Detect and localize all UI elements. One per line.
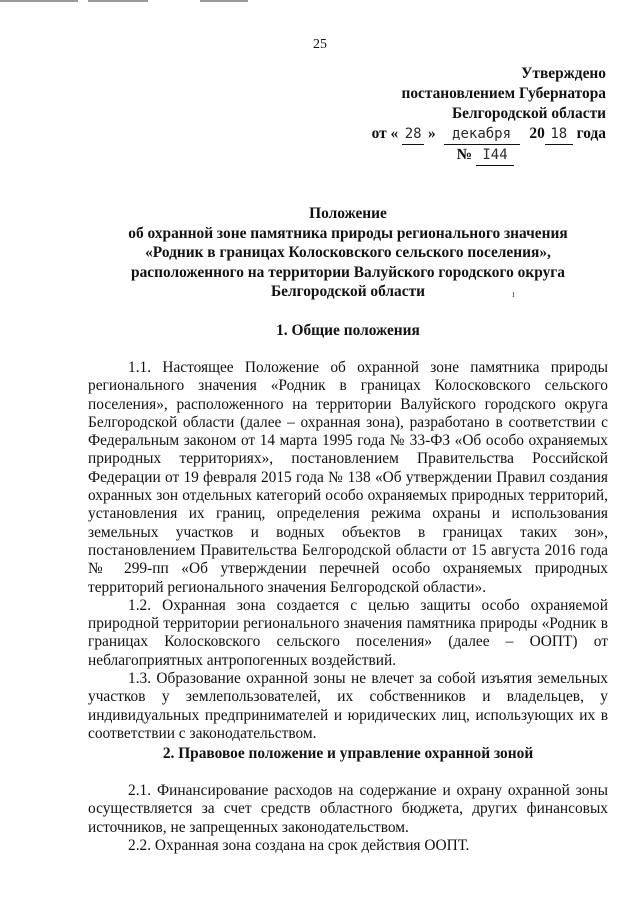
approval-year: 18 (545, 124, 573, 145)
approval-day: 28 (402, 124, 424, 145)
approval-line: постановлением Губернатора (401, 85, 606, 102)
approval-line: Белгородской области (451, 105, 606, 122)
top-scan-rule (0, 0, 78, 2)
approval-number-value: I44 (476, 145, 514, 166)
paragraph: 1.2. Охранная зона создается с целью защиты особо охраняемой природной территории регионального значения памятника природы «Родник в границах Колосковского сельского поселения» (далее – ООПТ) от неблагоприятных антропогенных воздействий. (88, 596, 608, 669)
approval-line: Утверждено (521, 65, 606, 82)
paragraph: 1.1. Настоящее Положение об охранной зоне памятника природы регионального значения «Родник в границах Колосковского сельского поселения», расположенного на территории Валуйского городского округа Белгородской области (далее – охранная зона), разработано в соответствии с Федеральным законом от 14 марта 1995 года № 33-ФЗ «Об особо охраняемых природных территориях», постановлением Правительства Российской Федерации от 19 февраля 2015 года № 138 «Об утверждении Правил создания охранных зон отдельных категорий особо охраняемых природных территорий, установления их границ, определения режима охраны и использования земельных участков и водных объектов в границах таких зон», постановлением Правительства Белгородской области от 15 августа 2016 года № 299-пп «Об утверждении перечней особо охраняемых природных территорий регионального значения Белгородской области». (88, 359, 608, 596)
top-scan-rule (88, 0, 148, 2)
paragraph: 2.1. Финансирование расходов на содержание и охрану охранной зоны осуществляется за счет средств областного бюджета, других финансовых источников, не запрещенных законодательством. (88, 782, 608, 836)
approval-date: от « 28 » декабря 20 18 года (330, 124, 606, 145)
paragraph: 2.2. Охранная зона создана на срок действия ООПТ. (128, 836, 470, 854)
section-general-body (88, 359, 608, 743)
approval-number: № I44 (330, 145, 606, 166)
approval-month: декабря (444, 124, 520, 145)
document-title: Положение об охранной зоне памятника природы регионального значения «Родник в границах Колосковского сельского поселения», расположенного на территории Валуйского городского округа Белгородской области (128, 205, 568, 300)
approval-stamp (330, 64, 606, 166)
section-heading-legal: 2. Правовое положение и управление охранной зоной (162, 745, 534, 762)
section-legal-body (88, 782, 608, 855)
paragraph: 1.3. Образование охранной зоны не влечет за собой изъятия земельных участков у землепользователей, их собственников и владельцев, у индивидуальных предпринимателей и юридических лиц, использующих их в соответствии с законодательством. (88, 670, 608, 742)
page-number: 25 (313, 37, 327, 52)
top-scan-rule (200, 0, 248, 2)
scan-mark: ı (512, 289, 515, 300)
section-heading-general: 1. Общие положения (276, 322, 420, 339)
